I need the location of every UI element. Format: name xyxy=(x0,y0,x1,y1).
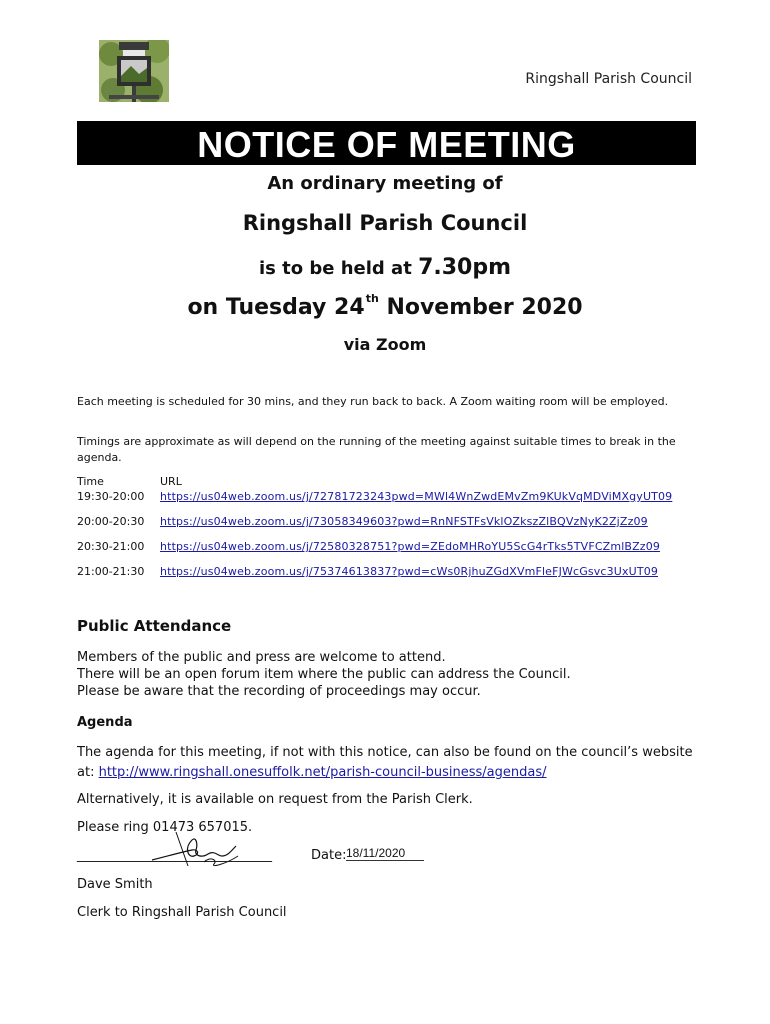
attendance-line: Please be aware that the recording of proceedings may occur. xyxy=(77,684,481,699)
council-logo xyxy=(99,40,169,102)
notice-banner: NOTICE OF MEETING xyxy=(77,121,696,165)
public-attendance-heading: Public Attendance xyxy=(77,617,232,635)
time-prefix: is to be held at xyxy=(258,258,419,279)
clerk-name: Dave Smith xyxy=(77,877,153,892)
date-ordinal: th xyxy=(365,292,379,305)
agenda-text xyxy=(77,743,697,783)
alternative-note: Alternatively, it is available on request from the Parish Clerk. xyxy=(77,792,473,807)
meeting-time-line xyxy=(0,255,770,280)
zoom-link[interactable]: https://us04web.zoom.us/j/72580328751?pwd=ZEdoMHRoYU5ScG4rTks5TVFCZmlBZz09 xyxy=(160,540,661,553)
phone-note: Please ring 01473 657015. xyxy=(77,820,253,835)
village-sign-icon xyxy=(99,40,169,102)
date-value: 18/11/2020 xyxy=(346,846,424,861)
public-attendance-text xyxy=(77,649,697,700)
agenda-description: The agenda for this meeting, if not with this notice, can also be found on the council’s website at: xyxy=(77,745,693,780)
meeting-type-line: An ordinary meeting of xyxy=(267,173,503,194)
slot-time: 20:00-20:30 xyxy=(77,515,145,528)
schedule-paragraph: Each meeting is scheduled for 30 mins, and they run back to back. A Zoom waiting room will be employed. xyxy=(77,395,669,408)
zoom-link[interactable]: https://us04web.zoom.us/j/73058349603?pwd=RnNFSTFsVklOZkszZlBQVzNyK2ZjZz09 xyxy=(160,515,648,528)
time-column-header: Time xyxy=(77,475,104,488)
slot-time: 21:00-21:30 xyxy=(77,565,145,578)
agenda-heading: Agenda xyxy=(77,715,133,730)
clerk-role: Clerk to Ringshall Parish Council xyxy=(77,905,287,920)
date-suffix: November 2020 xyxy=(378,295,583,320)
url-column-header: URL xyxy=(160,475,182,488)
attendance-line: Members of the public and press are welcome to attend. xyxy=(77,650,446,665)
zoom-link[interactable]: https://us04web.zoom.us/j/75374613837?pwd=cWs0RjhuZGdXVmFleFJWcGsvc3UxUT09 xyxy=(160,565,658,578)
date-label: Date: xyxy=(311,848,347,863)
meeting-time: 7.30pm xyxy=(418,255,512,280)
council-name-header: Ringshall Parish Council xyxy=(525,71,692,87)
meeting-date-line xyxy=(0,292,770,320)
signature-line: ______________________________ xyxy=(77,848,272,863)
zoom-link[interactable]: https://us04web.zoom.us/j/72781723243pwd=MWl4WnZwdEMvZm9KUkVqMDViMXgyUT09 xyxy=(160,490,673,503)
council-title: Ringshall Parish Council xyxy=(242,211,528,235)
date-prefix: on Tuesday 24 xyxy=(187,295,365,320)
slot-time: 20:30-21:00 xyxy=(77,540,145,553)
handwritten-signature xyxy=(148,826,248,872)
agenda-link[interactable]: http://www.ringshall.onesuffolk.net/parish-council-business/agendas/ xyxy=(98,765,547,780)
slot-time: 19:30-20:00 xyxy=(77,490,145,503)
meeting-venue: via Zoom xyxy=(343,335,427,354)
timings-paragraph: Timings are approximate as will depend on the running of the meeting against suitable times to break in the agenda. xyxy=(77,435,676,464)
attendance-line: There will be an open forum item where the public can address the Council. xyxy=(77,667,571,682)
